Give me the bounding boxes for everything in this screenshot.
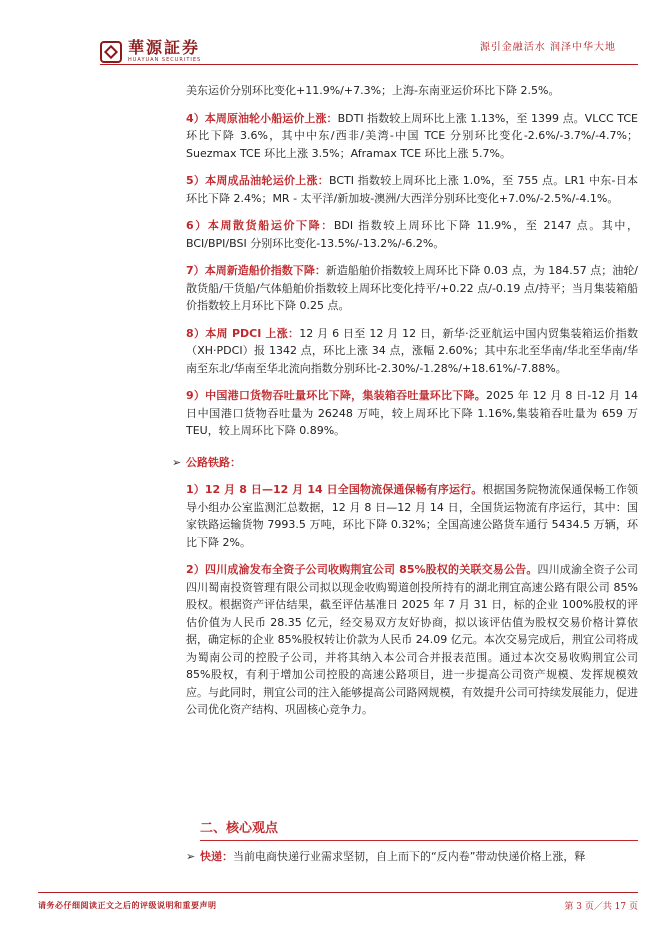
express-paragraph: [186, 848, 638, 865]
express-label: 快递：: [200, 850, 233, 863]
paragraph-heading: 9）中国港口货物吞吐量环比下降，集装箱吞吐量环比下降。: [186, 389, 486, 402]
paragraph-sichuan-chengyu: [186, 561, 638, 719]
logo-name: 華源証券: [128, 38, 201, 57]
paragraph-heading: 4）本周原油轮小船运价上涨：: [186, 111, 338, 125]
paragraph-heading: 5）本周成品油轮运价上涨：: [186, 174, 329, 187]
paragraph-text: 根据国务院物流保通保畅工作领导小组办公室监测汇总数据，12 月 8 日—12 月 14 日，全国货运物流有序运行，其中：国家铁路运输货物 7993.5 万吨，环比下降 0.32%；全国高速公路货车通行 5434.5 万辆，环比下降 2%。: [186, 483, 638, 549]
paragraph-text: 四川成渝全资子公司四川蜀南投资管理有限公司拟以现金收购蜀道创投所持有的湖北荆宜高速公路有限公司 85%股权。根据资产评估结果，截至评估基准日 2025 年 7 月 31 日，标的企业 100%股权的评估价值为人民币 28.35 亿元，经交易双方友好协商，拟以该评估值为股权交易价格计算依据，确定标的企业 85%股权转让价款为人民币 24.09 亿元。本次交易完成后，荆宜公司将成为蜀南公司的控股子公司，并将其纳入本公司合并报表范围。通过本次交易收购荆宜公司 85%股权，有利于增加公司控股的高速公路项目，进一步提高公司资产规模、发挥规模效应。与此同时，荆宜公司的注入能够提高公司路网规模，有效提升公司可持续发展能力，促进公司优化资产结构、巩固核心竞争力。: [186, 563, 639, 716]
paragraph-bulk: [186, 217, 638, 252]
rail-road-heading: [172, 454, 638, 472]
paragraph-heading: 7）本周新造船价指数下降：: [186, 264, 326, 277]
logo-icon: [100, 41, 122, 63]
paragraph-pdci: [186, 325, 638, 378]
logo-english: HUAYUAN SECURITIES: [128, 57, 202, 63]
paragraph-heading: 2）四川成渝发布全资子公司收购荆宜公司 85%股权的关联交易公告。: [186, 563, 538, 576]
paragraph-text: 新造船舶价指数较上周环比下降 0.03 点，为 184.57 点；油轮/散货船/干货船/气体船舶价指数较上周环比变化持平/+0.22 点/-0.19 点/持平；当月集装箱船价指数较上月环比下降 0.25 点。: [186, 264, 638, 312]
arrow-bullet-icon: ➢: [186, 850, 196, 863]
header-slogan: 源引金融活水 润泽中华大地: [479, 42, 616, 53]
paragraph-heading: 8）本周 PDCI 上涨：: [186, 326, 300, 340]
footer-disclaimer: 请务必仔细阅读正文之后的评级说明和重要声明: [38, 900, 217, 910]
paragraph-text: 12 月 6 日至 12 月 12 日，新华·泛亚航运中国内贸集装箱运价指数（XH·PDCI）报 1342 点，环比上涨 34 点，涨幅 2.60%；其中东北至华南/华北至华南/华南至东北/华南至华北流向指数分别环比-2.30%/-1.28%/+18.61%/-7.88%。: [186, 326, 638, 375]
page-header: [0, 0, 662, 82]
paragraph-text: BDTI 指数较上周环比上涨 1.13%，至 1399 点。VLCC TCE 环比下降 3.6%，其中中东/西非/美湾-中国 TCE 分别环比变化-2.6%/-3.7%/-4.7%；Suezmax TCE 环比上涨 3.5%；Aframax TCE 环比上涨 5.7%。: [186, 111, 639, 160]
paragraph-text: 2025 年 12 月 8 日-12 月 14 日中国港口货物吞吐量为 26248 万吨，较上周环比下降 1.16%,集装箱吞吐量为 659 万 TEU，较上周环比下降 0.89%。: [186, 389, 638, 437]
paragraph-text: BCTI 指数较上周环比上涨 1.0%，至 755 点。LR1 中东-日本环比下降 2.4%；MR - 太平洋/新加坡-澳洲/大西洋分别环比变化+7.0%/-2.5%/-4.1%。: [186, 174, 638, 205]
section-title: 二、核心观点: [200, 821, 279, 836]
paragraph-text: BDI 指数较上周环比下降 11.9%，至 2147 点。其中，BCI/BPI/BSI 分别环比变化-13.5%/-13.2%/-6.2%。: [186, 219, 639, 250]
page-number: 第 3 页／共 17 页: [564, 902, 638, 912]
footer-divider: [38, 892, 638, 893]
paragraph-newbuild: [186, 262, 638, 315]
paragraph-product-tanker: [186, 172, 638, 207]
company-logo: [100, 40, 201, 63]
paragraph-crude-tanker: [186, 110, 638, 163]
express-text: 当前电商快递行业需求坚韧，自上而下的“反内卷”带动快递价格上涨，释: [233, 850, 586, 863]
paragraph-heading: 1）12 月 8 日—12 月 14 日全国物流保通保畅有序运行。: [186, 483, 483, 496]
arrow-bullet-icon: ➢: [172, 455, 182, 469]
paragraph-continuation: 美东运价分别环比变化+11.9%/+7.3%；上海-东南亚运价环比下降 2.5%。: [186, 84, 560, 97]
body-content: [172, 82, 639, 719]
paragraph-port: [186, 387, 638, 440]
header-divider: [100, 64, 638, 65]
paragraph-logistics: [186, 481, 638, 551]
paragraph-heading: 6）本周散货船运价下降：: [186, 219, 334, 232]
rail-road-label: 公路铁路：: [186, 455, 241, 469]
section-divider: [200, 840, 638, 841]
